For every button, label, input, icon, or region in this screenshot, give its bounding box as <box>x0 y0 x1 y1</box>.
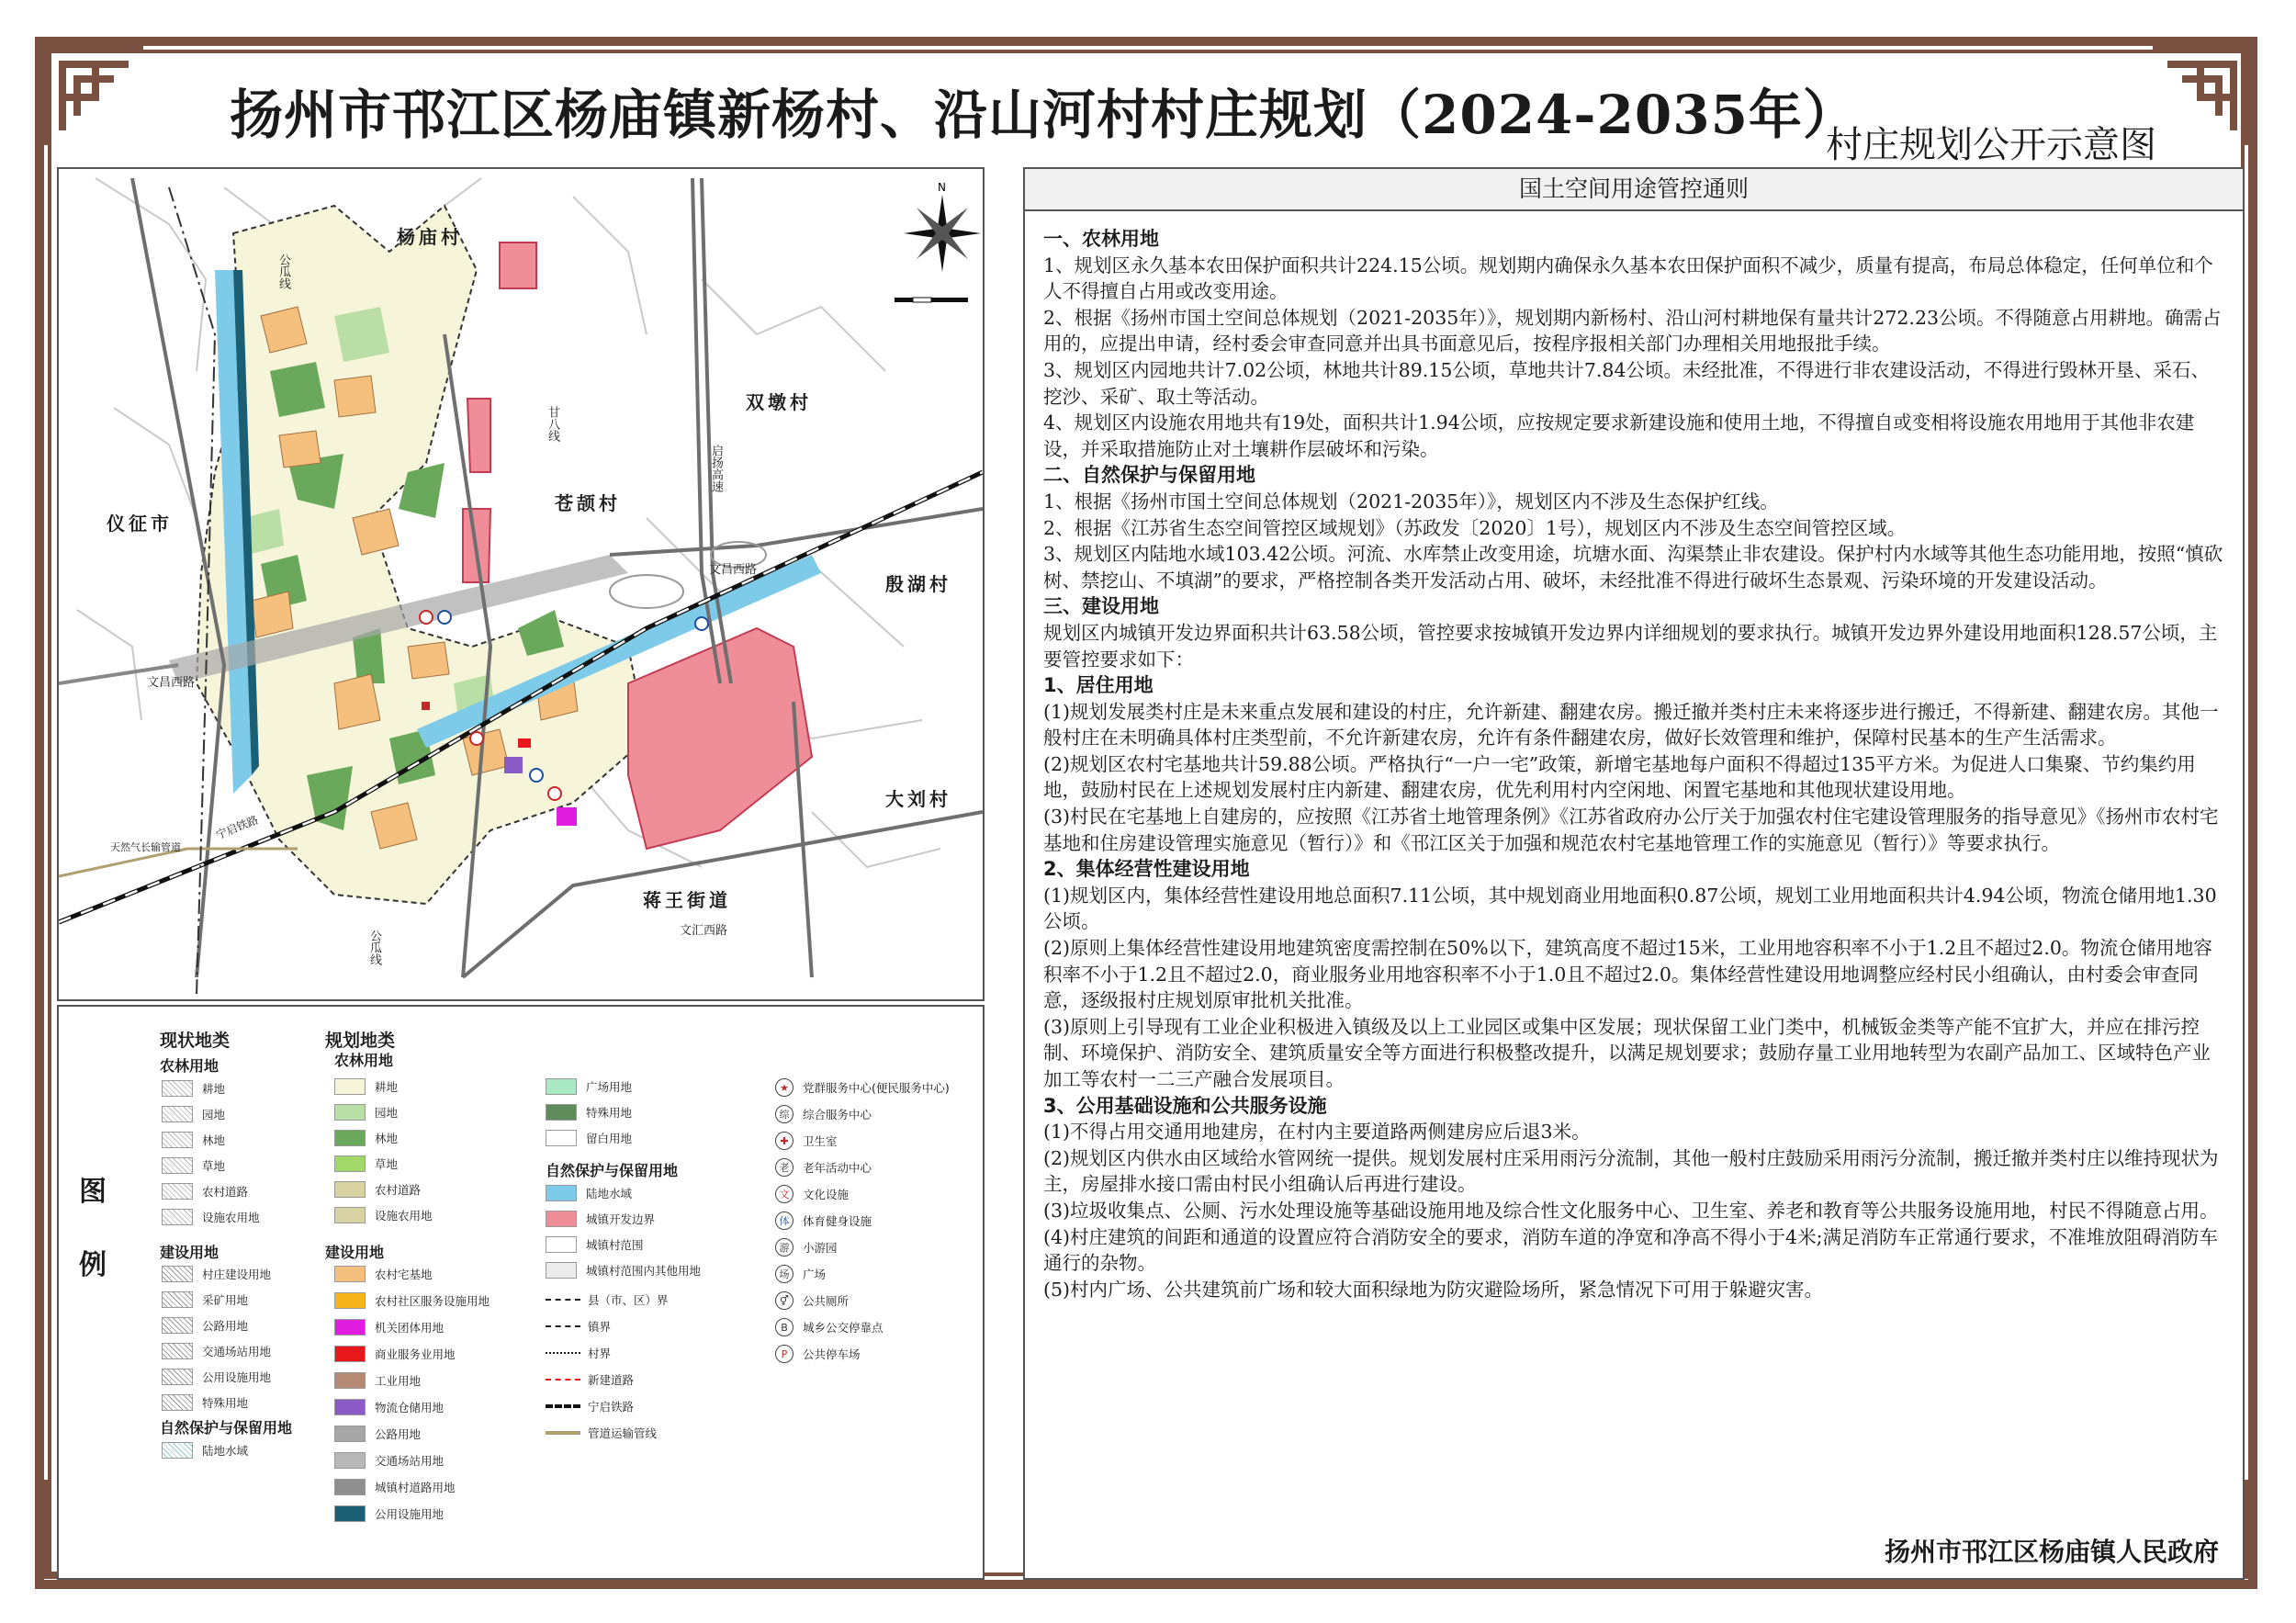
legend-swatch <box>334 1078 366 1095</box>
legend-item <box>162 1394 248 1411</box>
legend-item-label: 新建道路 <box>588 1373 635 1387</box>
label-jiangwang: 蒋王街道 <box>643 889 731 911</box>
legend-item-label: 县（市、区）界 <box>588 1293 669 1307</box>
legend-item <box>334 1078 398 1095</box>
legend-item-label: 耕地 <box>375 1080 399 1094</box>
legend-item-label: 公路用地 <box>202 1319 249 1333</box>
legend-item <box>162 1291 248 1308</box>
legend-item <box>162 1183 248 1200</box>
legend-item <box>334 1505 444 1522</box>
rule-paragraph: (1)规划区内，集体经营性建设用地总面积7.11公顷，其中规划商业用地面积0.87公顷，规划工业用地面积共计4.94公顷，物流仓储用地1.30公顷。 <box>1043 884 2217 933</box>
legend-item-label: 农村道路 <box>202 1185 249 1199</box>
rule-paragraph: (2)规划区农村宅基地共计59.88公顷。严格执行“一户一宅”政策，新增宅基地每户面积不得超过135平方米。为促进人口集聚、节约集约用地，鼓励村民在上述规划发展村庄内新建、翻建农房，优先利用村内空闲地、闲置宅基地和其他现状建设用地。 <box>1043 752 2196 802</box>
legend-icon: 老 <box>775 1158 793 1177</box>
rule-heading: 3、公用基础设施和公共服务设施 <box>1043 1094 1327 1117</box>
legend-item-label: 林地 <box>202 1133 226 1147</box>
legend-plan-build: 建设用地 <box>325 1244 385 1261</box>
rules-body <box>1043 226 2228 1302</box>
rule-heading: 一、农林用地 <box>1043 228 1159 250</box>
legend-item <box>334 1292 490 1309</box>
legend-item <box>162 1132 225 1148</box>
rule-paragraph: (5)村内广场、公共建筑前广场和较大面积绿地为防灾避险场所，紧急情况下可用于躲避灾害。 <box>1043 1278 1824 1301</box>
legend-item <box>162 1209 260 1225</box>
legend-swatch <box>546 1431 580 1435</box>
legend-item <box>334 1130 398 1146</box>
legend-swatch <box>162 1442 193 1459</box>
legend-swatch <box>162 1317 193 1334</box>
legend-item <box>775 1078 950 1097</box>
legend-icon: 文 <box>775 1185 793 1203</box>
legend-item <box>775 1238 838 1257</box>
road-label: 文昌西路 <box>709 563 758 577</box>
legend-item <box>546 1185 632 1201</box>
rule-paragraph: 3、规划区内园地共计7.02公顷，林地共计89.15公顷，草地共计7.84公顷。未经批准，不得进行非农建设活动，不得进行毁林开垦、采石、挖沙、采矿、取土等活动。 <box>1043 358 2211 408</box>
legend-item <box>546 1371 634 1388</box>
legend-item <box>162 1106 225 1122</box>
legend-item <box>162 1266 271 1282</box>
legend-plan-eco: 自然保护与保留用地 <box>546 1162 679 1179</box>
map-legend <box>57 1005 985 1580</box>
legend-item-label: 农村道路 <box>375 1183 422 1197</box>
legend-icon: B <box>775 1318 793 1336</box>
legend-swatch <box>162 1183 193 1200</box>
legend-item <box>546 1425 657 1441</box>
legend-label-tu: 图 <box>79 1176 107 1208</box>
legend-item <box>334 1426 421 1442</box>
legend-swatch <box>334 1505 366 1522</box>
legend-swatch <box>162 1106 193 1122</box>
legend-item <box>334 1319 444 1336</box>
page-subtitle: 村庄规划公开示意图 <box>1826 124 2156 166</box>
legend-item-label: 城镇村范围内其他用地 <box>586 1264 702 1278</box>
legend-item-label: 草地 <box>375 1157 399 1171</box>
legend-item <box>775 1265 826 1283</box>
legend-item <box>162 1369 271 1385</box>
legend-swatch <box>162 1080 193 1097</box>
legend-swatch <box>162 1209 193 1225</box>
legend-item-label: 党群服务中心(便民服务中心) <box>803 1081 950 1095</box>
rule-paragraph: 规划区内城镇开发边界面积共计63.58公顷，管控要求按城镇开发边界内详细规划的要求执行。城镇开发边界外建设用地面积128.57公顷，主要管控要求如下： <box>1043 621 2218 671</box>
legend-item <box>162 1317 248 1334</box>
road-label: 文汇西路 <box>680 924 728 938</box>
legend-swatch <box>546 1325 580 1327</box>
rule-paragraph: 2、根据《扬州市国土空间总体规划（2021-2035年）》，规划期内新杨村、沿山河村耕地保有量共计272.23公顷。不得随意占用耕地。确需占用的，应提出申请，经村委会审查同意并出具书面意见后，按程序报相关部门办理相关用地报批手续。 <box>1043 306 2222 355</box>
road-label: 公瓜线 <box>367 930 381 965</box>
legend-swatch <box>546 1379 580 1381</box>
legend-item <box>334 1479 456 1495</box>
road-label: 启扬高速 <box>709 445 723 492</box>
rule-paragraph: (2)原则上集体经营性建设用地建筑密度需控制在50%以下，建筑高度不超过15米，工业用地容积率不小于1.2且不超过2.0。物流仓储用地容积率不小于1.2且不超过2.0，商业服务业用地容积率不小于1.0且不超过2.0。集体经营性建设用地调整应经村民小组确认，由村委会审查同意，逐级报村庄规划原审批机关批准。 <box>1043 937 2212 1012</box>
legend-item <box>775 1318 884 1336</box>
legend-icon: ⚥ <box>775 1291 793 1310</box>
legend-current-eco: 自然保护与保留用地 <box>160 1419 293 1437</box>
legend-item-label: 公共厕所 <box>803 1294 850 1308</box>
legend-swatch <box>334 1479 366 1495</box>
road-label: 公瓜线 <box>276 254 290 289</box>
legend-icon: ✚ <box>775 1132 793 1150</box>
legend-item-label: 镇界 <box>588 1320 612 1334</box>
legend-swatch <box>546 1104 577 1121</box>
legend-item-label: 管道运输管线 <box>588 1426 658 1440</box>
legend-item <box>334 1346 456 1362</box>
legend-item <box>546 1398 634 1414</box>
legend-item-label: 陆地水域 <box>202 1444 249 1458</box>
road-label: 文昌西路 <box>147 676 196 690</box>
legend-swatch <box>334 1130 366 1146</box>
legend-swatch <box>546 1352 580 1354</box>
rule-paragraph: 4、规划区内设施农用地共有19处，面积共计1.94公顷，应按规定要求新建设施和使用土地，不得擅自或变相将设施农用地用于其他非农建设，并采取措施防止对土壤耕作层破坏和污染。 <box>1043 411 2195 460</box>
legend-item <box>775 1132 838 1150</box>
legend-item-label: 文化设施 <box>803 1188 850 1201</box>
legend-swatch <box>546 1078 577 1095</box>
legend-swatch <box>334 1155 366 1172</box>
legend-item <box>546 1318 611 1335</box>
label-yangmiao: 杨庙村 <box>397 226 463 248</box>
legend-item-label: 公用设施用地 <box>202 1370 272 1384</box>
label-shuangdun: 双墩村 <box>746 391 812 413</box>
legend-current-build: 建设用地 <box>160 1244 219 1261</box>
legend-swatch <box>162 1291 193 1308</box>
legend-label-li: 例 <box>79 1249 107 1281</box>
pipeline-label: 天然气长输管道 <box>110 841 181 853</box>
legend-item <box>775 1158 872 1177</box>
rule-heading: 1、居住用地 <box>1043 674 1154 697</box>
legend-item-label: 工业用地 <box>375 1374 422 1388</box>
legend-item-label: 广场 <box>803 1268 827 1281</box>
legend-item-label: 村庄建设用地 <box>202 1268 272 1281</box>
legend-item-label: 特殊用地 <box>586 1106 633 1120</box>
legend-swatch <box>334 1346 366 1362</box>
legend-item-label: 城乡公交停靠点 <box>803 1321 884 1335</box>
legend-item-label: 村界 <box>588 1347 612 1360</box>
legend-item-label: 设施农用地 <box>202 1211 260 1224</box>
rule-paragraph: (3)村民在宅基地上自建房的，应按照《江苏省土地管理条例》《江苏省政府办公厅关于加强农村住宅建设管理服务的指导意见》《扬州市农村宅基地和住房建设管理实施意见（暂行）》和《邗江区关于加强和规范农村宅基地管理工作的实施意见（暂行）》等要求执行。 <box>1043 806 2219 854</box>
rule-paragraph: 3、规划区内陆地水域103.42公顷。河流、水库禁止改变用途，坑塘水面、沟渠禁止非农建设。保护村内水域等其他生态功能用地，按照“慎砍树、禁挖山、不填湖”的要求，严格控制各类开发活动占用、破坏，未经批准不得进行破坏生态景观、污染环境的开发建设活动。 <box>1043 543 2223 592</box>
legend-plan-title: 规划地类 <box>325 1031 396 1051</box>
legend-item-label: 农村社区服务设施用地 <box>375 1294 490 1308</box>
legend-item-label: 城镇村道路用地 <box>375 1481 456 1494</box>
road-label: 甘八线 <box>546 406 559 442</box>
legend-item <box>162 1343 271 1359</box>
rules-panel <box>1023 167 2245 1580</box>
legend-item-label: 公路用地 <box>375 1427 422 1441</box>
legend-icon: 综 <box>775 1105 793 1123</box>
label-daliu: 大刘村 <box>885 788 951 810</box>
legend-item <box>546 1211 655 1227</box>
legend-item-label: 宁启铁路 <box>588 1400 635 1414</box>
rule-paragraph: (4)村庄建筑的间距和通道的设置应符合消防安全的要求，消防车道的净宽和净高不得小于4米;满足消防车正常通行要求，不准堆放阻碍消防车通行的杂物。 <box>1043 1225 2218 1275</box>
legend-swatch <box>162 1343 193 1359</box>
legend-icon: ★ <box>775 1078 793 1097</box>
legend-item <box>775 1212 872 1230</box>
legend-item <box>775 1345 861 1363</box>
legend-item <box>546 1104 632 1121</box>
legend-item-label: 广场用地 <box>586 1080 633 1094</box>
legend-swatch <box>334 1399 366 1415</box>
rule-heading: 2、集体经营性建设用地 <box>1043 858 1250 881</box>
legend-swatch <box>334 1207 366 1223</box>
legend-item-label: 采矿用地 <box>202 1293 249 1307</box>
legend-swatch <box>334 1372 366 1389</box>
legend-swatch <box>334 1266 366 1282</box>
rule-heading: 三、建设用地 <box>1043 595 1159 618</box>
legend-swatch <box>334 1292 366 1309</box>
legend-item-label: 机关团体用地 <box>375 1321 445 1335</box>
legend-item <box>334 1104 398 1121</box>
legend-item <box>162 1080 225 1097</box>
corner-ornament <box>2145 42 2256 152</box>
legend-item-label: 城镇开发边界 <box>586 1212 656 1226</box>
legend-item <box>162 1442 248 1459</box>
legend-item-label: 物流仓储用地 <box>375 1401 445 1414</box>
legend-item-label: 城镇村范围 <box>586 1238 644 1252</box>
legend-swatch <box>162 1157 193 1174</box>
page-title: 扬州市邗江区杨庙镇新杨村、沿山河村村庄规划（2024-2035年） <box>230 84 1857 146</box>
legend-swatch <box>162 1266 193 1282</box>
legend-item-label: 农村宅基地 <box>375 1268 433 1281</box>
legend-icon: 游 <box>775 1238 793 1257</box>
legend-swatch <box>546 1211 577 1227</box>
legend-item-label: 体育健身设施 <box>803 1214 872 1228</box>
legend-swatch <box>334 1452 366 1469</box>
legend-item-label: 卫生室 <box>803 1134 838 1148</box>
legend-item <box>546 1078 632 1095</box>
legend-swatch <box>546 1299 580 1301</box>
legend-item <box>162 1157 225 1174</box>
legend-item-label: 小游园 <box>803 1241 838 1255</box>
legend-item-label: 草地 <box>202 1159 226 1173</box>
map-canvas <box>59 169 983 999</box>
legend-item-label: 交通场站用地 <box>202 1345 272 1358</box>
label-cangjie: 苍颉村 <box>555 492 621 514</box>
rule-paragraph: 2、根据《江苏省生态空间管控区域规划》（苏政发〔2020〕1号），规划区内不涉及生态空间管控区域。 <box>1043 516 1907 539</box>
planning-map[interactable] <box>57 167 985 1001</box>
rule-paragraph: 1、根据《扬州市国土空间总体规划（2021-2035年）》，规划区内不涉及生态保护红线。 <box>1043 490 1779 513</box>
railway-label: 宁启铁路 <box>214 813 261 842</box>
legend-item <box>546 1130 632 1146</box>
legend-item <box>546 1345 611 1361</box>
scale-bar <box>895 298 968 302</box>
legend-item <box>334 1181 421 1198</box>
rule-paragraph: (1)不得占用交通用地建房，在村内主要道路两侧建房应后退3米。 <box>1043 1121 1591 1144</box>
legend-item-label: 老年活动中心 <box>803 1161 872 1175</box>
legend-item-label: 耕地 <box>202 1082 226 1096</box>
legend-plan-farm: 农林用地 <box>334 1052 394 1069</box>
legend-item <box>775 1105 872 1123</box>
rule-paragraph: (2)规划区内供水由区域给水管网统一提供。规划发展村庄采用雨污分流制，其他一般村庄鼓励采用雨污分流制，搬迁撤并类村庄以维持现状为主，房屋排水接口需由村民小组确认后再进行建设。 <box>1043 1146 2219 1196</box>
legend-item <box>775 1185 849 1203</box>
legend-item-label: 交通场站用地 <box>375 1454 445 1468</box>
legend-item-label: 园地 <box>375 1106 399 1120</box>
legend-swatch <box>546 1236 577 1253</box>
footer-issuer: 扬州市邗江区杨庙镇人民政府 <box>1884 1537 2219 1567</box>
rule-paragraph: (1)规划发展类村庄是未来重点发展和建设的村庄，允许新建、翻建农房。搬迁撤并类村庄未来将逐步进行搬迁，不得新建、翻建农房。其他一般村庄在未明确具体村庄类型前，不允许新建农房，允许有条件翻建农房，做好长效管理和维护，保障村民基本的生产生活需求。 <box>1043 700 2219 750</box>
legend-item <box>546 1291 669 1308</box>
legend-item-label: 园地 <box>202 1108 226 1121</box>
legend-current-farm: 农林用地 <box>160 1057 219 1075</box>
legend-item-label: 留白用地 <box>586 1132 633 1145</box>
corner-ornament <box>40 42 151 152</box>
legend-item <box>334 1266 433 1282</box>
legend-item-label: 商业服务业用地 <box>375 1347 456 1361</box>
rule-paragraph: 1、规划区永久基本农田保护面积共计224.15公顷。规划期内确保永久基本农田保护面积不减少，质量有提高，布局总体稳定，任何单位和个人不得擅自占用或改变用途。 <box>1043 254 2213 303</box>
legend-item-label: 设施农用地 <box>375 1209 433 1223</box>
legend-swatch <box>546 1404 580 1408</box>
rule-paragraph: (3)垃圾收集点、公厕、污水处理设施等基础设施用地及综合性文化服务中心、卫生室、养老和教育等公共服务设施用地，村民不得随意占用。 <box>1043 1199 2219 1222</box>
label-yinhu: 殷湖村 <box>885 573 951 595</box>
rules-header: 国土空间用途管控通则 <box>1025 169 2243 211</box>
legend-swatch <box>334 1104 366 1121</box>
rule-paragraph: (3)原则上引导现有工业企业积极进入镇级及以上工业园区或集中区发展；现状保留工业门类中，机械钣金类等产能不宜扩大，并应在排污控制、环境保护、消防安全、建筑质量安全等方面进行积极整改提升，以满足规划要求；鼓励存量工业用地转型为农副产品加工、区域特色产业加工等农村一二三产融合发展项目。 <box>1043 1015 2211 1090</box>
legend-icon: 场 <box>775 1265 793 1283</box>
legend-item <box>775 1291 849 1310</box>
legend-swatch <box>162 1369 193 1385</box>
legend-swatch <box>546 1185 577 1201</box>
legend-item-label: 公共停车场 <box>803 1347 861 1361</box>
legend-item <box>334 1155 398 1172</box>
legend-item-label: 陆地水域 <box>586 1187 633 1200</box>
svg-text:N: N <box>938 181 946 194</box>
legend-icon: 体 <box>775 1212 793 1230</box>
legend-item <box>546 1236 644 1253</box>
legend-item <box>334 1372 421 1389</box>
legend-current-title: 现状地类 <box>160 1031 231 1051</box>
legend-item <box>334 1207 433 1223</box>
legend-icon: P <box>775 1345 793 1363</box>
legend-swatch <box>162 1132 193 1148</box>
legend-swatch <box>162 1394 193 1411</box>
label-yizheng: 仪征市 <box>107 513 173 535</box>
legend-item-label: 林地 <box>375 1132 399 1145</box>
legend-swatch <box>546 1130 577 1146</box>
legend-item-label: 公用设施用地 <box>375 1507 445 1521</box>
legend-item <box>334 1399 444 1415</box>
legend-item <box>546 1262 701 1279</box>
legend-swatch <box>334 1181 366 1198</box>
legend-swatch <box>546 1262 577 1279</box>
legend-item-label: 特殊用地 <box>202 1396 249 1410</box>
legend-swatch <box>334 1426 366 1442</box>
legend-item <box>334 1452 444 1469</box>
rule-heading: 二、自然保护与保留用地 <box>1043 464 1255 487</box>
legend-item-label: 综合服务中心 <box>803 1108 872 1121</box>
north-arrow-icon <box>904 181 981 272</box>
legend-swatch <box>334 1319 366 1336</box>
